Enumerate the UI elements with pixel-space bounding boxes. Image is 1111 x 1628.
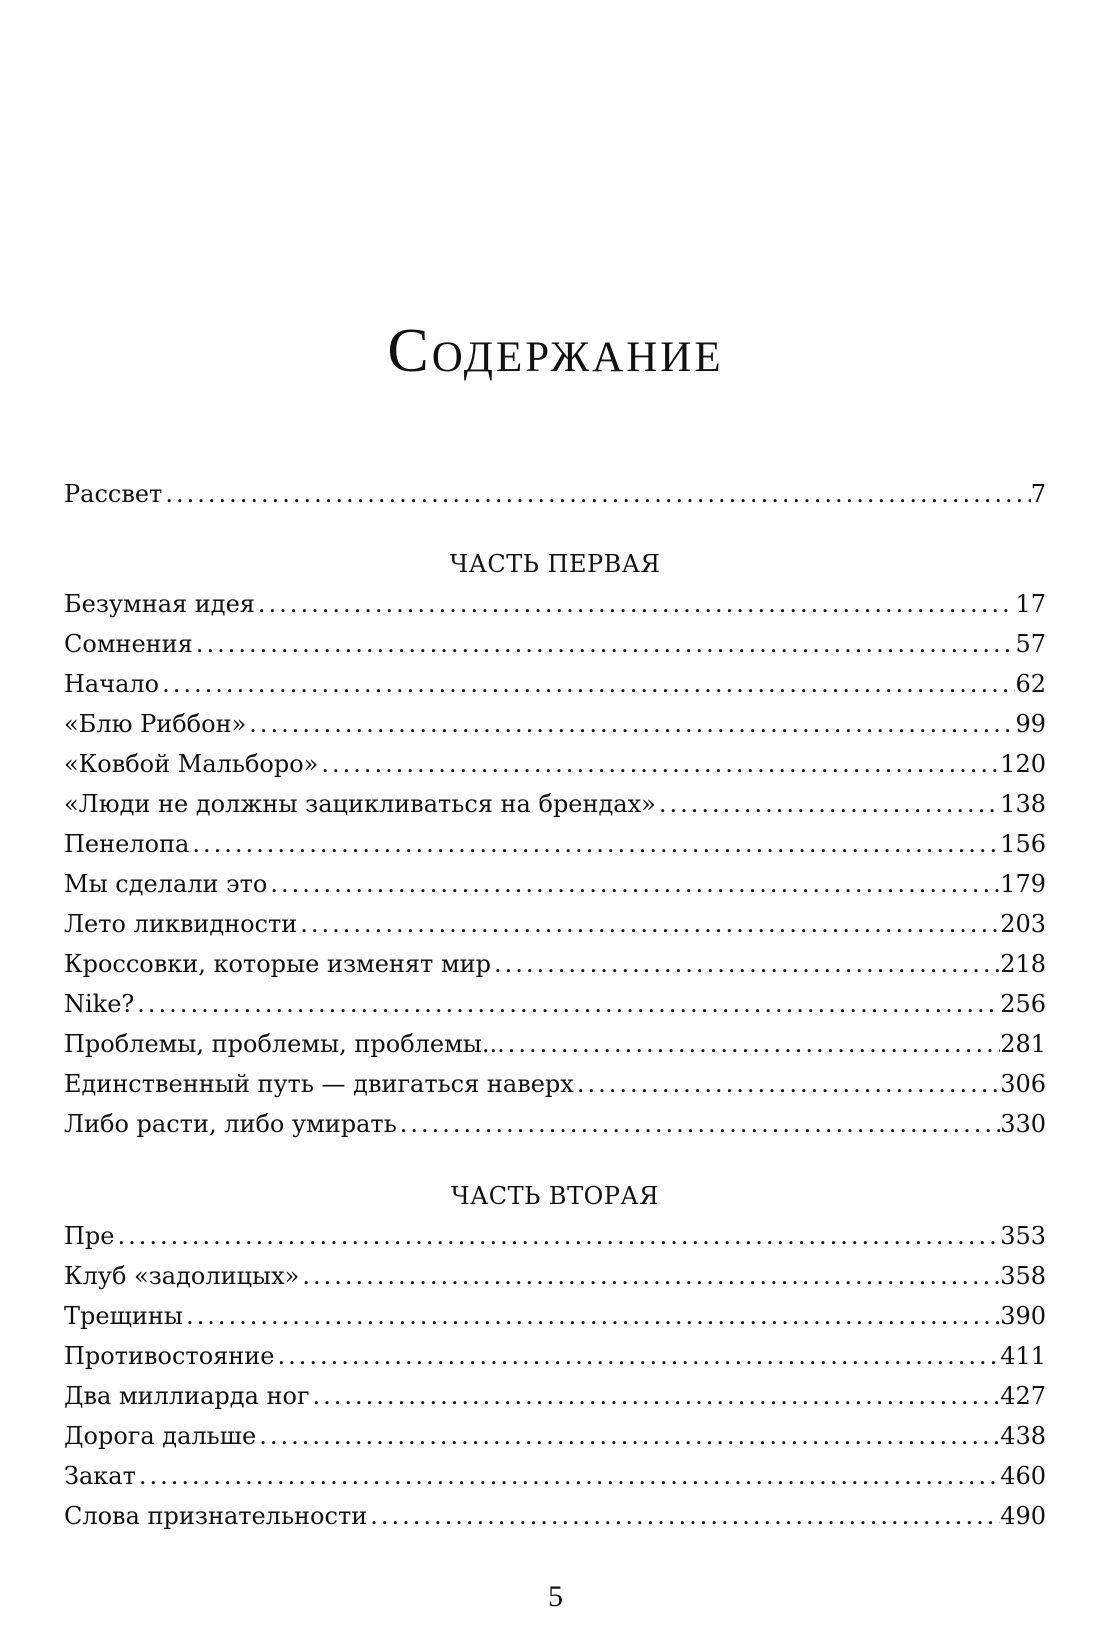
dot-leader: [297, 904, 1000, 944]
toc-entry-label: «Блю Риббон»: [64, 710, 247, 738]
dot-leader: [134, 984, 1000, 1024]
toc-entry-page: 138: [1000, 790, 1046, 818]
table-of-contents: [64, 474, 1046, 1536]
toc-entry-label: Рассвет: [64, 480, 163, 508]
toc-entry: [64, 944, 1046, 984]
dot-leader: [256, 1416, 1000, 1456]
toc-entry-page: 120: [1000, 750, 1046, 778]
toc-entry-label: Кроссовки, которые изменят мир: [64, 950, 491, 978]
toc-entry: [64, 1416, 1046, 1456]
dot-leader: [183, 1296, 1000, 1336]
toc-entry-page: 218: [1000, 950, 1046, 978]
toc-entry-page: 353: [1000, 1222, 1046, 1250]
toc-entry: [64, 904, 1046, 944]
toc-entry-label: Клуб «задолицых»: [64, 1262, 300, 1290]
toc-entry-page: 427: [1000, 1382, 1046, 1410]
toc-entry: [64, 624, 1046, 664]
toc-entry: [64, 1024, 1046, 1064]
toc-entry-page: 330: [1000, 1110, 1046, 1138]
dot-leader: [574, 1064, 1000, 1104]
toc-entry-label: Пре: [64, 1222, 115, 1250]
dot-leader: [656, 784, 1000, 824]
toc-entry-label: Противостояние: [64, 1342, 275, 1370]
toc-entry-page: 306: [1000, 1070, 1046, 1098]
toc-entry-label: «Люди не должны зацикливаться на брендах»: [64, 790, 656, 818]
page-title: Содержание: [387, 317, 724, 385]
toc-entry-page: 438: [1000, 1422, 1046, 1450]
toc-entry: [64, 584, 1046, 624]
toc-entry-label: Сомнения: [64, 630, 193, 658]
dot-leader: [318, 744, 1000, 784]
dot-leader: [310, 1376, 1001, 1416]
toc-entry-page: 460: [1000, 1462, 1046, 1490]
toc-entry-page: 99: [1015, 710, 1046, 738]
toc-entry-label: Закат: [64, 1462, 136, 1490]
toc-entry: [64, 704, 1046, 744]
dot-leader: [189, 824, 1000, 864]
toc-entry-page: 256: [1000, 990, 1046, 1018]
toc-entry: [64, 1216, 1046, 1256]
toc-entry: [64, 1256, 1046, 1296]
toc-entry-label: Трещины: [64, 1302, 183, 1330]
toc-entry: [64, 1456, 1046, 1496]
page-number: 5: [548, 1580, 563, 1613]
part-two-heading: ЧАСТЬ ВТОРАЯ: [451, 1182, 659, 1210]
dot-leader: [115, 1216, 1001, 1256]
part-one-heading: ЧАСТЬ ПЕРВАЯ: [449, 550, 661, 578]
toc-entry-label: Слова признательности: [64, 1502, 368, 1530]
toc-entry: [64, 864, 1046, 904]
toc-entry: [64, 1104, 1046, 1144]
dot-leader: [505, 1024, 1000, 1064]
toc-entry: [64, 1496, 1046, 1536]
toc-entry-intro: [64, 474, 1046, 514]
toc-entry-page: 179: [1000, 870, 1046, 898]
toc-entry-label: Пенелопа: [64, 830, 190, 858]
dot-leader: [267, 864, 1000, 904]
toc-entry-page: 358: [1000, 1262, 1046, 1290]
toc-entry-label: Либо расти, либо умирать: [64, 1110, 397, 1138]
dot-leader: [397, 1104, 1000, 1144]
toc-entry: [64, 1336, 1046, 1376]
dot-leader: [255, 584, 1016, 624]
dot-leader: [159, 664, 1015, 704]
toc-entry: [64, 744, 1046, 784]
toc-entry: [64, 784, 1046, 824]
toc-entry-page: 390: [1000, 1302, 1046, 1330]
toc-entry-label: Начало: [64, 670, 160, 698]
toc-entry: [64, 1064, 1046, 1104]
toc-entry-page: 57: [1015, 630, 1046, 658]
toc-entry: [64, 1296, 1046, 1336]
dot-leader: [193, 624, 1016, 664]
toc-entry-label: Проблемы, проблемы, проблемы...: [64, 1030, 505, 1058]
toc-entry: [64, 984, 1046, 1024]
toc-entry-page: 203: [1000, 910, 1046, 938]
toc-entry-label: Мы сделали это: [64, 870, 268, 898]
toc-entry-label: «Ковбой Мальборо»: [64, 750, 319, 778]
toc-entry: [64, 824, 1046, 864]
dot-leader: [246, 704, 1015, 744]
toc-entry-label: Два миллиарда ног: [64, 1382, 310, 1410]
toc-entry: [64, 1376, 1046, 1416]
toc-entry: [64, 664, 1046, 704]
toc-entry-page: 156: [1000, 830, 1046, 858]
dot-leader: [136, 1456, 1000, 1496]
toc-entry-label: Единственный путь — двигаться наверх: [64, 1070, 574, 1098]
toc-entry-page: 7: [1030, 480, 1046, 508]
toc-entry-label: Дорога дальше: [64, 1422, 257, 1450]
toc-entry-page: 490: [1000, 1502, 1046, 1530]
toc-entry-label: Nike?: [64, 990, 135, 1018]
toc-entry-label: Лето ликвидности: [64, 910, 298, 938]
toc-entry-page: 17: [1015, 590, 1046, 618]
toc-entry-page: 281: [1000, 1030, 1046, 1058]
toc-entry-page: 62: [1015, 670, 1046, 698]
dot-leader: [367, 1496, 1000, 1536]
dot-leader: [491, 944, 1000, 984]
dot-leader: [274, 1336, 1000, 1376]
toc-entry-page: 411: [1000, 1342, 1046, 1370]
dot-leader: [162, 474, 1030, 514]
dot-leader: [299, 1256, 1000, 1296]
toc-entry-label: Безумная идея: [64, 590, 255, 618]
